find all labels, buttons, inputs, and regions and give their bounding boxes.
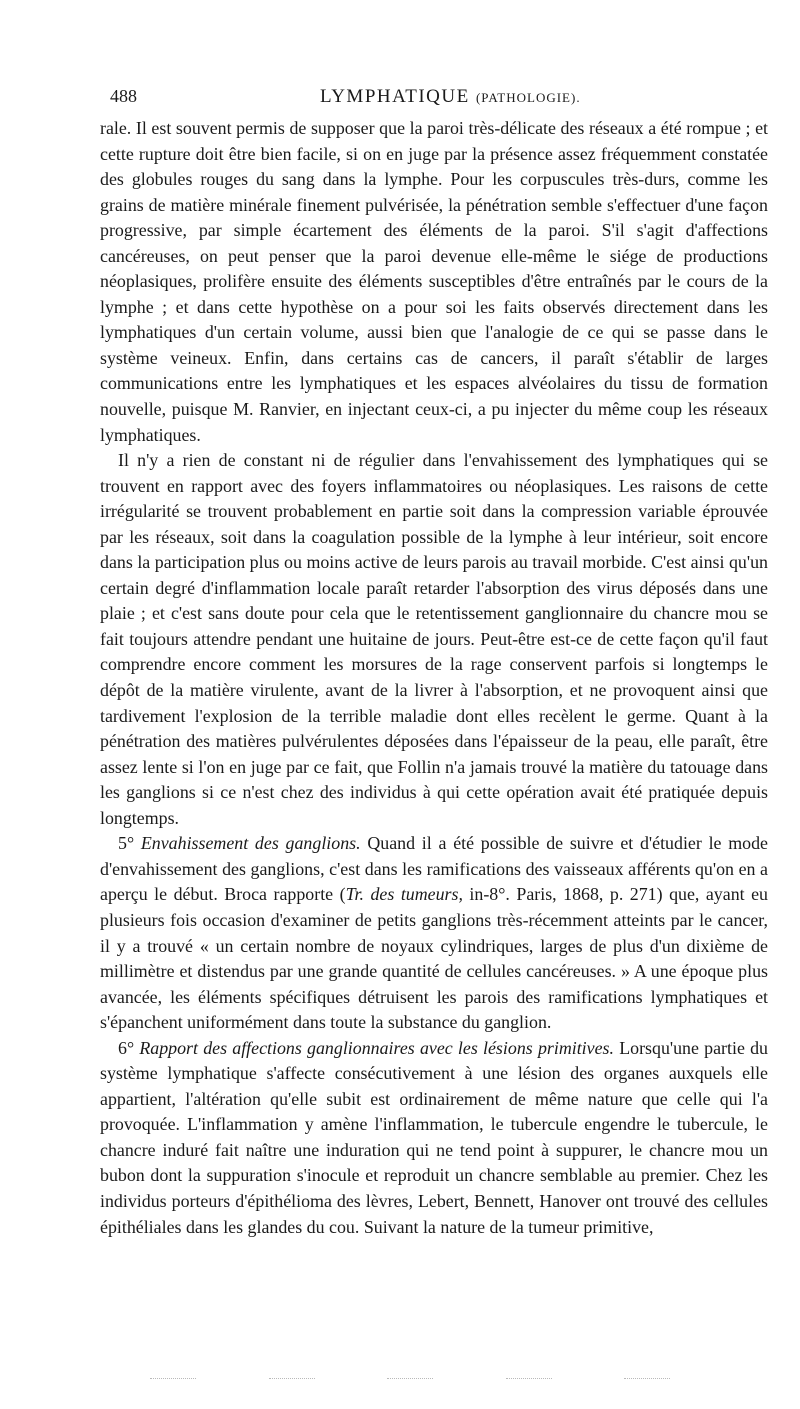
running-head-title	[320, 86, 581, 108]
paragraph-continuation	[100, 116, 768, 448]
running-head-subtitle: (PATHOLOGIE).	[475, 90, 581, 105]
footer-mark	[506, 1378, 552, 1384]
paragraph-section-5	[100, 831, 768, 1035]
text-run: rale. Il est souvent permis de supposer que la paroi très-délicate des réseaux a été rompue ; et cette rupture doit être bien facile, si on en juge par la présence assez fréquemment constatée des globules rouges du sang dans la lymphe. Pour les corpuscules très-durs, comme les grains de matière minérale finement pulvérisée, la pénétration semble s'effectuer d'une façon progressive, par simple écartement des éléments de la paroi. S'il s'agit d'affections cancéreuses, on peut penser que la paroi devenue elle-même le siége de productions néoplasiques, prolifère ensuite des éléments susceptibles d'être entraînés par le cours de la lymphe ; et dans cette hypothèse on a pour soi les faits observés directement dans les lymphatiques d'un certain volume, aussi bien que l'analogie de ce qui se passe dans le système veineux. Enfin, dans certains cas de cancers, il paraît s'établir de larges communications entre les lymphatiques et les espaces alvéolaires du tissu de formation nouvelle, puisque M. Ranvier, en injectant ceux-ci, a pu injecter du même coup les réseaux lymphatiques.	[100, 118, 768, 445]
paragraph-lymph-invasion	[100, 448, 768, 831]
running-head	[110, 80, 770, 114]
body-text	[100, 116, 768, 1240]
footer-mark	[269, 1378, 315, 1384]
footer-mark	[150, 1378, 196, 1384]
running-head-main: LYMPHATIQUE	[320, 86, 470, 107]
italic-text-run: Rapport des affections ganglionnaires avec les lésions primitives.	[139, 1037, 614, 1058]
text-run: in-8°. Paris, 1868, p. 271) que, ayant eu plusieurs fois occasion d'examiner de petits ganglions très-récemment atteints par le cancer, il y a trouvé « un certain nombre de noyaux cylindriques, larges de plus d'un dixième de millimètre et distendus par une grande quantité de cellules cancéreuses. » A une époque plus avancée, les éléments spécifiques détruisent les parois des ramifications lymphatiques et s'épanchent uniformément dans toute la substance du ganglion.	[100, 884, 768, 1033]
paragraph-section-6	[100, 1036, 768, 1240]
text-run: Quand il a été possible de suivre et d'étudier le mode d'envahissement des ganglions, c'est dans les ramifications des vaisseaux afférents qu'on en a aperçu le début. Broca rapporte (	[100, 833, 768, 905]
footer-mark	[624, 1378, 670, 1384]
text-run: Il n'y a rien de constant ni de régulier dans l'envahissement des lymphatiques qui se trouvent en rapport avec des foyers inflammatoires ou néoplasiques. Les raisons de cette irrégularité se trouvent probablement en partie soit dans la compression variable éprouvée par les réseaux, soit dans la coagulation possible de la lymphe à leur intérieur, soit encore dans la participation plus ou moins active de leurs parois au travail morbide. C'est ainsi qu'un certain degré d'inflammation locale paraît retarder l'absorption des virus déposés dans une plaie ; et c'est sans doute pour cela que le retentissement ganglionnaire du chancre mou se fait toujours attendre pendant une huitaine de jours. Peut-être est-ce de cette façon qu'il faut comprendre encore comment les morsures de la rage conservent parfois si longtemps le dépôt de la matière virulente, avant de la livrer à l'absorption, et ne provoquent ainsi que tardivement l'explosion de la terrible maladie dont elles recèlent le germe. Quant à la pénétration des matières pulvérulentes déposées dans l'épaisseur de la peau, elle paraît, être assez lente si l'on en juge par ce fait, que Follin n'a jamais trouvé la matière du tatouage dans les ganglions si ce n'est chez des individus à qui cette opération avait été pratiquée depuis longtemps.	[100, 450, 768, 828]
text-run: 6°	[118, 1037, 140, 1058]
italic-text-run: Tr. des tumeurs,	[345, 884, 463, 905]
page-number: 488	[110, 86, 137, 106]
italic-text-run: Envahissement des ganglions.	[140, 833, 361, 854]
footer-mark	[387, 1378, 433, 1384]
text-run: Lorsqu'une partie du système lymphatique s'affecte consécutivement à une lésion des organes auxquels elle appartient, l'altération qu'elle subit est ordinairement de même nature que celle qui l'a provoquée. L'inflammation y amène l'inflammation, le tubercule engendre le tubercule, le chancre induré fait naître une induration qui ne tend point à suppurer, le chancre mou un bubon dont la suppuration s'inocule et reproduit un chancre semblable au premier. Chez les individus porteurs d'épithélioma des lèvres, Lebert, Bennett, Hanover ont trouvé des cellules épithéliales dans les glandes du cou. Suivant la nature de la tumeur primitive,	[100, 1037, 769, 1237]
page-footer-marks	[150, 1378, 670, 1384]
text-run: 5°	[118, 833, 141, 854]
